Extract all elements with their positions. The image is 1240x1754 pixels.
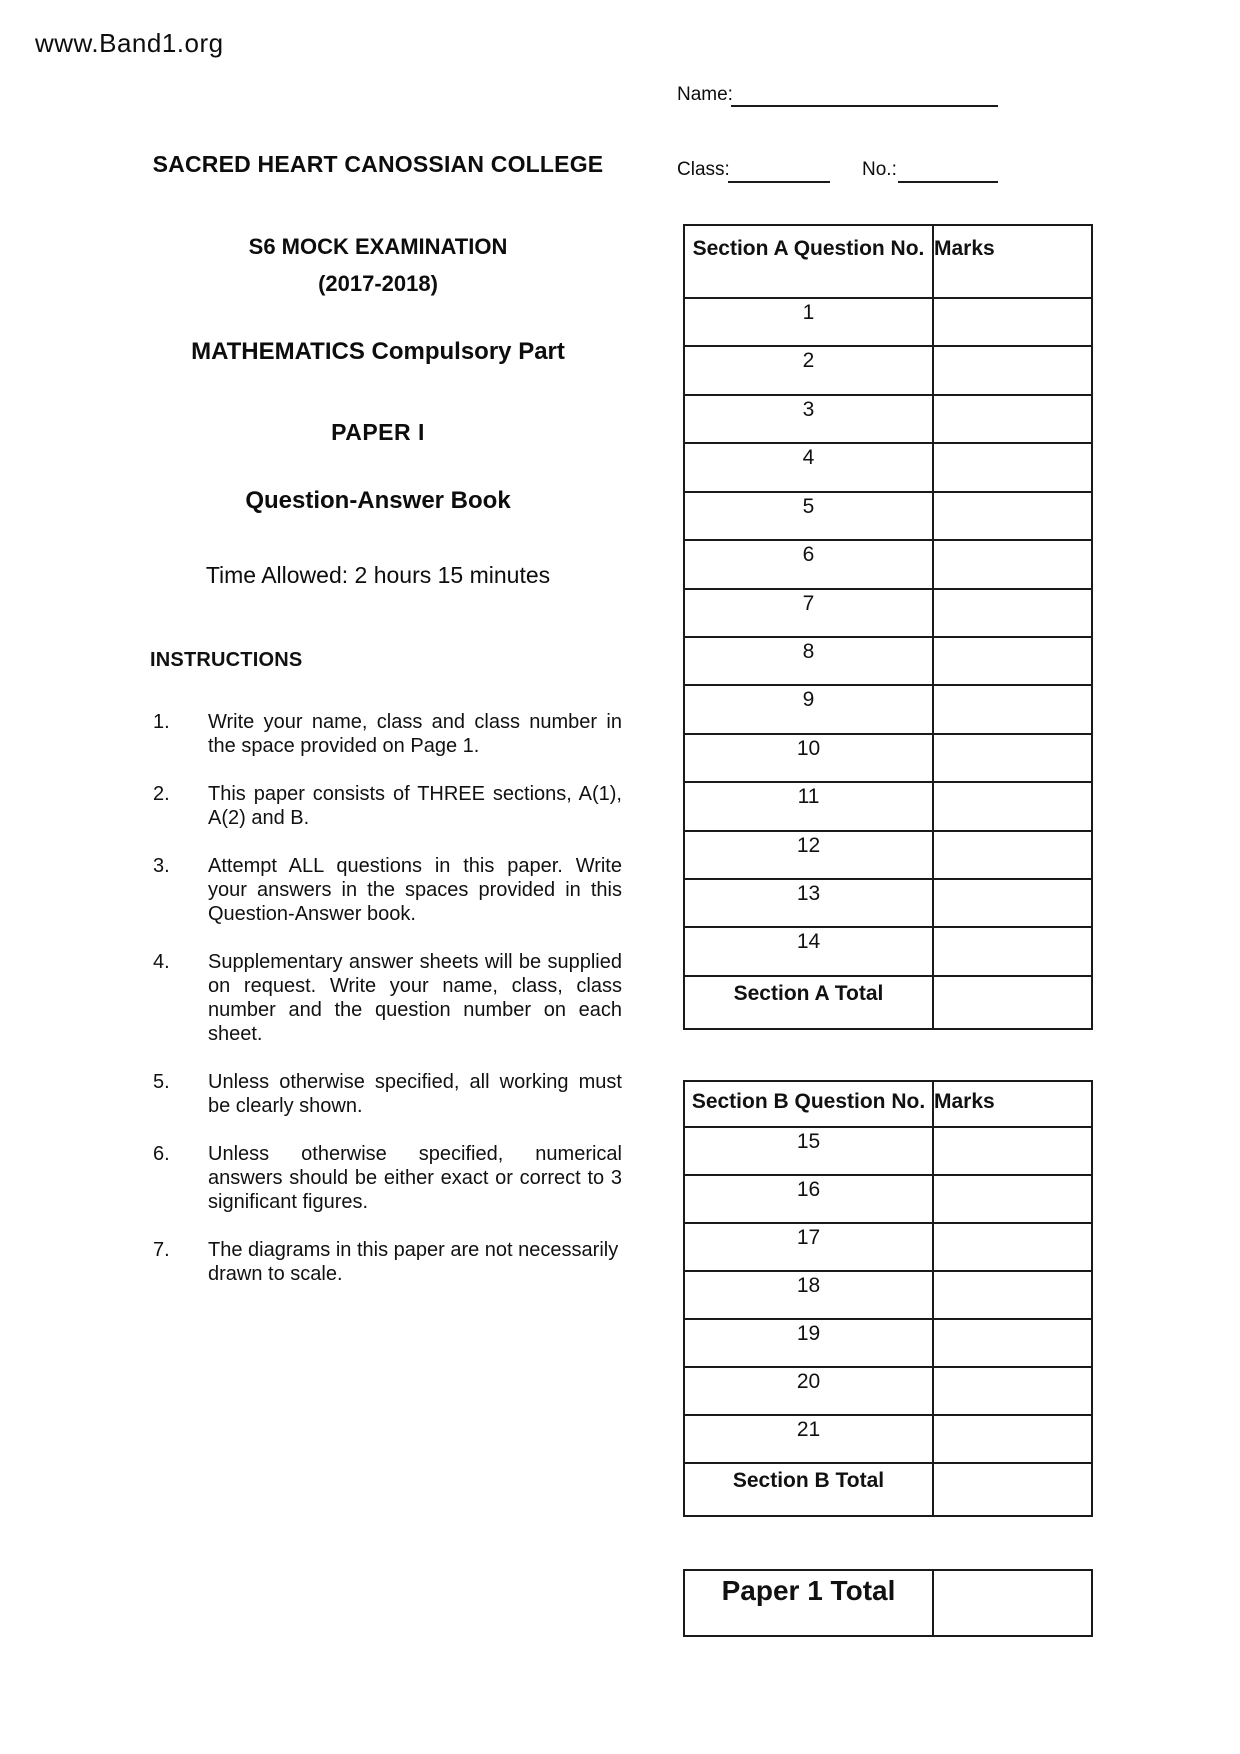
instruction-number: 2.: [153, 783, 170, 805]
question-number: 1: [685, 299, 934, 345]
marks-cell: [934, 590, 1091, 636]
paper-number: PAPER I: [331, 419, 425, 445]
book-type: Question-Answer Book: [245, 487, 511, 514]
paper-total-table: [683, 1569, 1093, 1637]
instruction-item: [153, 710, 622, 758]
marks-cell: [934, 1128, 1091, 1174]
table-row: [685, 781, 1091, 829]
time-allowed: Time Allowed: 2 hours 15 minutes: [205, 562, 551, 588]
table-row: [685, 297, 1091, 345]
marks-cell: [934, 686, 1091, 732]
instruction-text: This paper consists of THREE sections, A(1), A(2) and B.: [208, 783, 622, 829]
section-a-total-row: [685, 975, 1091, 1028]
marks-cell: [934, 444, 1091, 490]
exam-year: (2017-2018): [318, 271, 438, 296]
table-row: [685, 539, 1091, 587]
question-number: 11: [685, 783, 934, 829]
section-b-total-label: Section B Total: [685, 1464, 934, 1515]
instructions-list: [153, 710, 622, 1310]
table-row: [685, 1126, 1091, 1174]
subject-title: MATHEMATICS Compulsory Part: [191, 338, 565, 365]
instruction-item: [153, 782, 622, 830]
marks-cell: [934, 299, 1091, 345]
class-label: Class:: [677, 159, 730, 180]
marks-cell: [934, 735, 1091, 781]
table-row: [685, 636, 1091, 684]
question-number: 17: [685, 1224, 934, 1270]
table-row: [685, 588, 1091, 636]
table-row: [685, 345, 1091, 393]
section-a-marks-table: [683, 224, 1093, 1030]
name-field-line: [731, 81, 998, 107]
table-row: [685, 830, 1091, 878]
table-row: [685, 684, 1091, 732]
instruction-number: 3.: [153, 855, 170, 877]
marks-cell: [934, 880, 1091, 926]
instruction-number: 6.: [153, 1143, 170, 1165]
question-number: 19: [685, 1320, 934, 1366]
college-name: SACRED HEART CANOSSIAN COLLEGE: [152, 151, 604, 177]
section-b-marks-table: [683, 1080, 1093, 1517]
instruction-text: Supplementary answer sheets will be supplied on request. Write your name, class, class number and the question number on each sheet.: [208, 951, 622, 1045]
table-row: [685, 442, 1091, 490]
marks-cell: [934, 638, 1091, 684]
question-number: 14: [685, 928, 934, 974]
table-row: [685, 1222, 1091, 1270]
question-number: 13: [685, 880, 934, 926]
question-number: 15: [685, 1128, 934, 1174]
marks-cell: [934, 1571, 1091, 1635]
instruction-item: [153, 950, 622, 1046]
exam-title-line: S6 MOCK EXAMINATION: [248, 234, 508, 259]
instruction-text: Write your name, class and class number in the space provided on Page 1.: [208, 711, 622, 757]
question-number: 9: [685, 686, 934, 732]
question-number: 3: [685, 396, 934, 442]
table-row: [685, 1414, 1091, 1462]
question-number: 2: [685, 347, 934, 393]
instructions-heading: INSTRUCTIONS: [150, 649, 303, 671]
paper-total-label: Paper 1 Total: [685, 1571, 934, 1635]
marks-cell: [934, 783, 1091, 829]
instruction-item: [153, 1070, 622, 1118]
question-number: 21: [685, 1416, 934, 1462]
marks-cell: [934, 977, 1091, 1028]
question-number: 16: [685, 1176, 934, 1222]
exam-title: [146, 228, 610, 302]
class-number-field-line: [898, 156, 998, 183]
question-number: 18: [685, 1272, 934, 1318]
table-row: [685, 491, 1091, 539]
marks-cell: [934, 347, 1091, 393]
instruction-text: Attempt ALL questions in this paper. Write your answers in the spaces provided in this Question-Answer book.: [208, 855, 622, 925]
marks-cell: [934, 396, 1091, 442]
table-row: [685, 1366, 1091, 1414]
marks-cell: [934, 832, 1091, 878]
paper-total-row: [685, 1571, 1091, 1635]
marks-cell: [934, 1176, 1091, 1222]
table-row: [685, 1318, 1091, 1366]
instruction-item: [153, 854, 622, 926]
marks-cell: [934, 1416, 1091, 1462]
name-label: Name:: [677, 84, 733, 105]
instruction-item: [153, 1142, 622, 1214]
table-row: [685, 1270, 1091, 1318]
marks-cell: [934, 1368, 1091, 1414]
site-url: www.Band1.org: [35, 28, 224, 58]
section-a-total-label: Section A Total: [685, 977, 934, 1028]
table-row: [685, 926, 1091, 974]
section-b-marks-header: Marks: [934, 1090, 995, 1113]
marks-cell: [934, 541, 1091, 587]
marks-cell: [934, 493, 1091, 539]
marks-cell: [934, 1224, 1091, 1270]
instruction-text: The diagrams in this paper are not necessarily drawn to scale.: [208, 1239, 619, 1285]
class-field-line: [728, 156, 830, 183]
section-a-marks-header: Marks: [934, 237, 995, 260]
instruction-text: Unless otherwise specified, all working must be clearly shown.: [208, 1071, 622, 1117]
table-row: [685, 733, 1091, 781]
class-number-label: No.:: [862, 159, 897, 180]
question-number: 6: [685, 541, 934, 587]
instruction-number: 7.: [153, 1239, 170, 1261]
instruction-number: 4.: [153, 951, 170, 973]
question-number: 10: [685, 735, 934, 781]
section-a-header-row: [685, 226, 1091, 297]
question-number: 4: [685, 444, 934, 490]
section-b-total-row: [685, 1462, 1091, 1515]
question-number: 7: [685, 590, 934, 636]
section-b-header-row: [685, 1082, 1091, 1126]
section-a-question-header: Section A Question No.: [685, 226, 934, 297]
table-row: [685, 1174, 1091, 1222]
instruction-number: 1.: [153, 711, 170, 733]
question-number: 5: [685, 493, 934, 539]
table-row: [685, 878, 1091, 926]
table-row: [685, 394, 1091, 442]
question-number: 20: [685, 1368, 934, 1414]
instruction-text: Unless otherwise specified, numerical answers should be either exact or correct to 3 significant figures.: [208, 1143, 622, 1213]
section-b-question-header: Section B Question No.: [685, 1082, 934, 1126]
marks-cell: [934, 928, 1091, 974]
instruction-item: [153, 1238, 622, 1286]
question-number: 8: [685, 638, 934, 684]
question-number: 12: [685, 832, 934, 878]
marks-cell: [934, 1272, 1091, 1318]
instruction-number: 5.: [153, 1071, 170, 1093]
marks-cell: [934, 1320, 1091, 1366]
marks-cell: [934, 1464, 1091, 1515]
